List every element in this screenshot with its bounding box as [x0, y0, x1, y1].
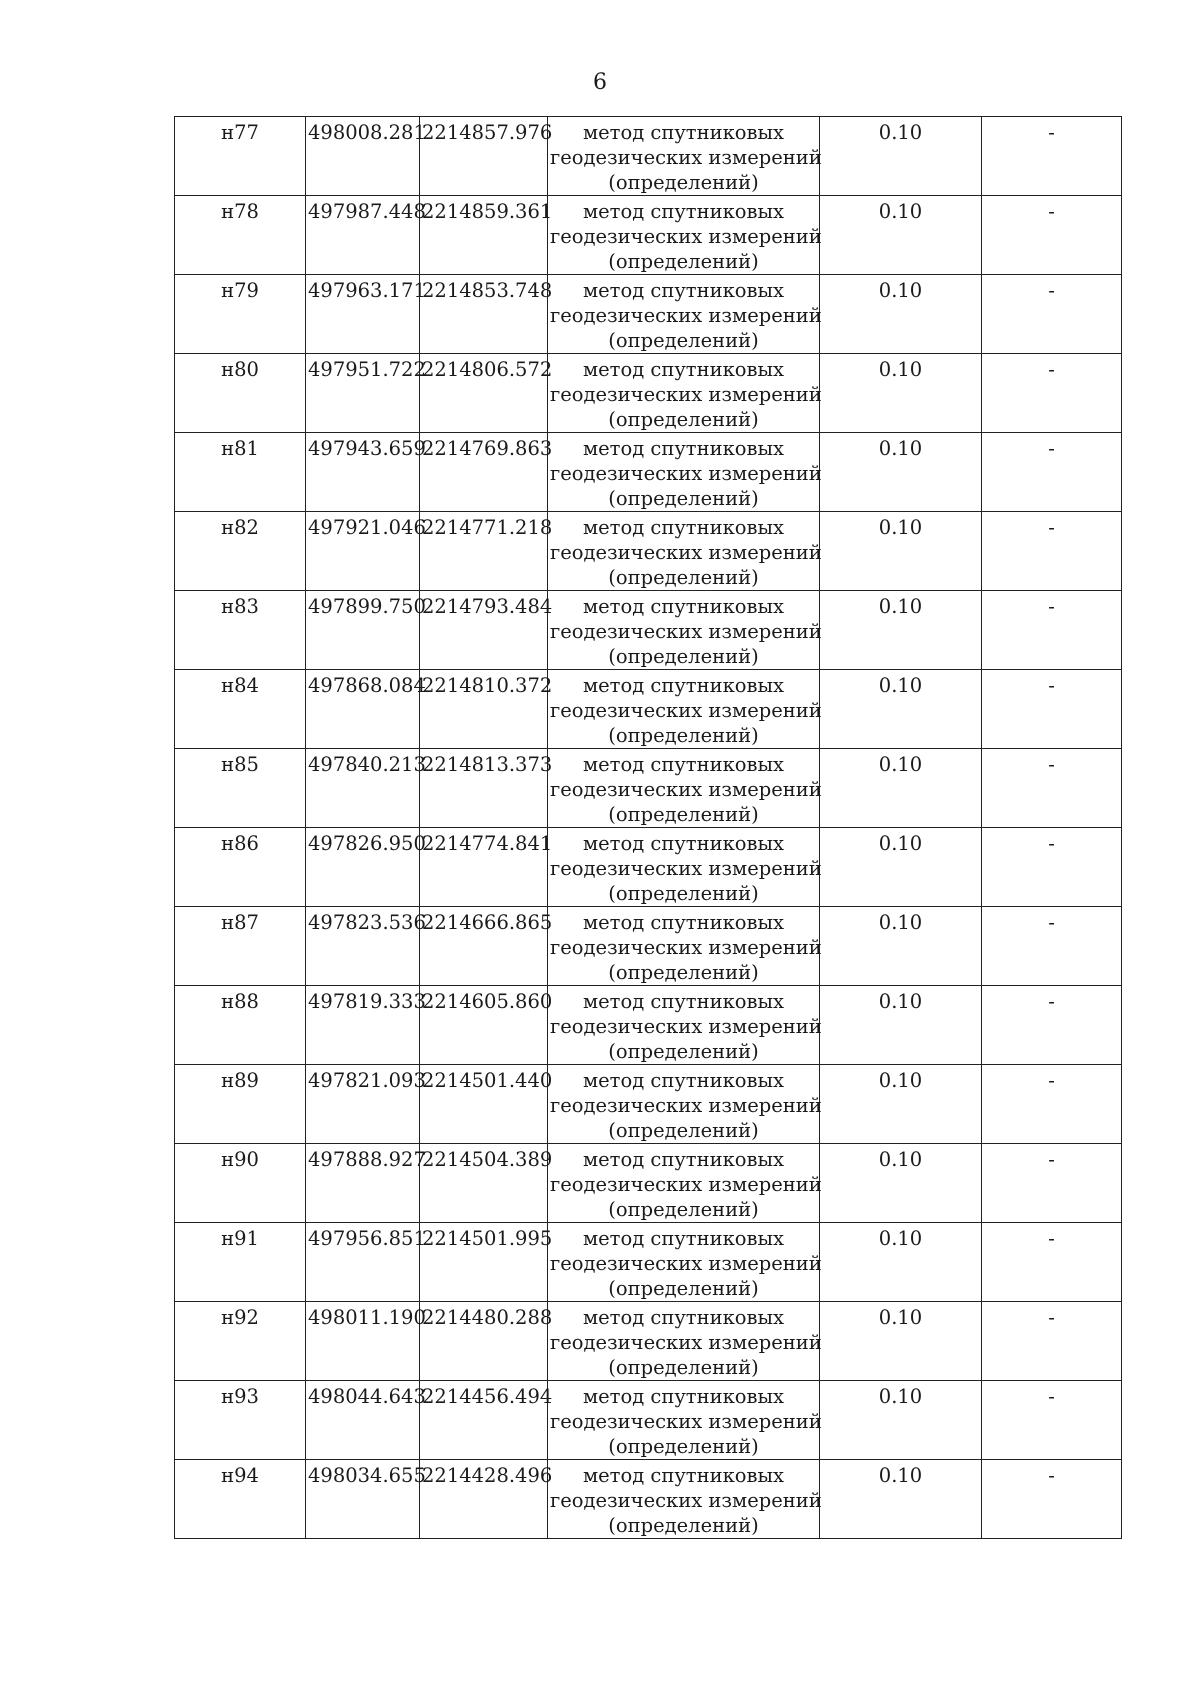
method-text: метод спутниковых: [582, 990, 785, 1013]
point-name-cell: н85: [175, 749, 306, 828]
accuracy-cell: 0.10: [820, 986, 982, 1065]
extra-cell: -: [982, 1302, 1122, 1381]
method-text: метод спутниковых: [582, 1385, 785, 1408]
method-text: (определений): [608, 645, 759, 668]
method-text: (определений): [608, 1514, 759, 1537]
table-row: [175, 907, 1122, 986]
accuracy-cell: 0.10: [820, 828, 982, 907]
x-coordinate-cell: 498044.643: [306, 1381, 420, 1460]
method-text: (определений): [608, 1435, 759, 1458]
y-coordinate-cell: 2214810.372: [420, 670, 548, 749]
method-cell: [548, 591, 820, 670]
x-coordinate-cell: 497826.950: [306, 828, 420, 907]
extra-cell: -: [982, 512, 1122, 591]
method-text: геодезических измерений: [550, 383, 822, 406]
point-name-cell: н83: [175, 591, 306, 670]
table-row: [175, 275, 1122, 354]
method-text: (определений): [608, 803, 759, 826]
x-coordinate-cell: 497943.659: [306, 433, 420, 512]
extra-cell: -: [982, 1460, 1122, 1539]
method-cell: [548, 670, 820, 749]
accuracy-cell: 0.10: [820, 907, 982, 986]
extra-cell: -: [982, 1144, 1122, 1223]
coordinates-table-body: [175, 117, 1122, 1539]
extra-cell: -: [982, 1381, 1122, 1460]
x-coordinate-cell: 497963.171: [306, 275, 420, 354]
y-coordinate-cell: 2214480.288: [420, 1302, 548, 1381]
table-row: [175, 670, 1122, 749]
method-cell: [548, 828, 820, 907]
extra-cell: -: [982, 591, 1122, 670]
method-text: геодезических измерений: [550, 1173, 822, 1196]
method-text: метод спутниковых: [582, 1069, 785, 1092]
table-row: [175, 512, 1122, 591]
method-text: метод спутниковых: [582, 516, 785, 539]
y-coordinate-cell: 2214806.572: [420, 354, 548, 433]
accuracy-cell: 0.10: [820, 1381, 982, 1460]
y-coordinate-cell: 2214605.860: [420, 986, 548, 1065]
method-text: геодезических измерений: [550, 1410, 822, 1433]
accuracy-cell: 0.10: [820, 1460, 982, 1539]
x-coordinate-cell: 498011.190: [306, 1302, 420, 1381]
method-text: метод спутниковых: [582, 911, 785, 934]
method-text: метод спутниковых: [582, 1464, 785, 1487]
x-coordinate-cell: 497888.927: [306, 1144, 420, 1223]
method-text: геодезических измерений: [550, 778, 822, 801]
method-text: метод спутниковых: [582, 279, 785, 302]
table-row: [175, 1065, 1122, 1144]
method-cell: [548, 512, 820, 591]
y-coordinate-cell: 2214428.496: [420, 1460, 548, 1539]
method-cell: [548, 275, 820, 354]
accuracy-cell: 0.10: [820, 1065, 982, 1144]
y-coordinate-cell: 2214666.865: [420, 907, 548, 986]
extra-cell: -: [982, 117, 1122, 196]
method-text: метод спутниковых: [582, 595, 785, 618]
method-cell: [548, 433, 820, 512]
x-coordinate-cell: 497951.722: [306, 354, 420, 433]
method-cell: [548, 1065, 820, 1144]
method-text: (определений): [608, 1119, 759, 1142]
point-name-cell: н78: [175, 196, 306, 275]
point-name-cell: н80: [175, 354, 306, 433]
method-text: (определений): [608, 1356, 759, 1379]
point-name-cell: н86: [175, 828, 306, 907]
x-coordinate-cell: 497921.046: [306, 512, 420, 591]
extra-cell: -: [982, 433, 1122, 512]
y-coordinate-cell: 2214857.976: [420, 117, 548, 196]
table-row: [175, 828, 1122, 907]
method-text: (определений): [608, 1198, 759, 1221]
point-name-cell: н77: [175, 117, 306, 196]
method-text: геодезических измерений: [550, 1015, 822, 1038]
point-name-cell: н81: [175, 433, 306, 512]
y-coordinate-cell: 2214456.494: [420, 1381, 548, 1460]
x-coordinate-cell: 497821.093: [306, 1065, 420, 1144]
method-cell: [548, 1460, 820, 1539]
x-coordinate-cell: 497987.448: [306, 196, 420, 275]
extra-cell: -: [982, 275, 1122, 354]
method-text: геодезических измерений: [550, 146, 822, 169]
method-text: (определений): [608, 329, 759, 352]
table-row: [175, 1302, 1122, 1381]
extra-cell: -: [982, 1223, 1122, 1302]
accuracy-cell: 0.10: [820, 670, 982, 749]
y-coordinate-cell: 2214813.373: [420, 749, 548, 828]
table-row: [175, 117, 1122, 196]
accuracy-cell: 0.10: [820, 749, 982, 828]
y-coordinate-cell: 2214771.218: [420, 512, 548, 591]
x-coordinate-cell: 497868.084: [306, 670, 420, 749]
table-row: [175, 1144, 1122, 1223]
table-row: [175, 354, 1122, 433]
method-text: метод спутниковых: [582, 753, 785, 776]
method-text: (определений): [608, 408, 759, 431]
table-row: [175, 1381, 1122, 1460]
accuracy-cell: 0.10: [820, 1223, 982, 1302]
method-text: (определений): [608, 961, 759, 984]
accuracy-cell: 0.10: [820, 275, 982, 354]
method-text: геодезических измерений: [550, 225, 822, 248]
method-text: геодезических измерений: [550, 1252, 822, 1275]
accuracy-cell: 0.10: [820, 196, 982, 275]
y-coordinate-cell: 2214769.863: [420, 433, 548, 512]
method-cell: [548, 1144, 820, 1223]
extra-cell: -: [982, 196, 1122, 275]
accuracy-cell: 0.10: [820, 1302, 982, 1381]
method-text: метод спутниковых: [582, 358, 785, 381]
method-text: (определений): [608, 724, 759, 747]
method-text: геодезических измерений: [550, 1094, 822, 1117]
y-coordinate-cell: 2214501.440: [420, 1065, 548, 1144]
accuracy-cell: 0.10: [820, 354, 982, 433]
point-name-cell: н89: [175, 1065, 306, 1144]
point-name-cell: н92: [175, 1302, 306, 1381]
method-cell: [548, 196, 820, 275]
coordinates-table: [174, 116, 1122, 1539]
method-text: геодезических измерений: [550, 936, 822, 959]
method-text: (определений): [608, 1040, 759, 1063]
point-name-cell: н94: [175, 1460, 306, 1539]
x-coordinate-cell: 498008.281: [306, 117, 420, 196]
extra-cell: -: [982, 828, 1122, 907]
method-text: (определений): [608, 250, 759, 273]
method-text: геодезических измерений: [550, 304, 822, 327]
y-coordinate-cell: 2214859.361: [420, 196, 548, 275]
point-name-cell: н84: [175, 670, 306, 749]
table-row: [175, 749, 1122, 828]
method-cell: [548, 1381, 820, 1460]
extra-cell: -: [982, 986, 1122, 1065]
method-text: (определений): [608, 1277, 759, 1300]
method-text: геодезических измерений: [550, 1489, 822, 1512]
x-coordinate-cell: 497899.750: [306, 591, 420, 670]
point-name-cell: н82: [175, 512, 306, 591]
method-text: метод спутниковых: [582, 121, 785, 144]
point-name-cell: н87: [175, 907, 306, 986]
table-row: [175, 986, 1122, 1065]
table-row: [175, 591, 1122, 670]
method-text: (определений): [608, 882, 759, 905]
table-row: [175, 1223, 1122, 1302]
x-coordinate-cell: 497956.851: [306, 1223, 420, 1302]
point-name-cell: н93: [175, 1381, 306, 1460]
method-cell: [548, 1223, 820, 1302]
method-cell: [548, 354, 820, 433]
method-cell: [548, 907, 820, 986]
method-text: (определений): [608, 566, 759, 589]
y-coordinate-cell: 2214504.389: [420, 1144, 548, 1223]
x-coordinate-cell: 497819.333: [306, 986, 420, 1065]
table-row: [175, 1460, 1122, 1539]
accuracy-cell: 0.10: [820, 433, 982, 512]
method-cell: [548, 117, 820, 196]
method-text: геодезических измерений: [550, 462, 822, 485]
method-text: метод спутниковых: [582, 1306, 785, 1329]
point-name-cell: н90: [175, 1144, 306, 1223]
x-coordinate-cell: 498034.655: [306, 1460, 420, 1539]
extra-cell: -: [982, 1065, 1122, 1144]
table-row: [175, 196, 1122, 275]
page-number: 6: [593, 70, 607, 95]
method-text: метод спутниковых: [582, 832, 785, 855]
accuracy-cell: 0.10: [820, 512, 982, 591]
x-coordinate-cell: 497823.536: [306, 907, 420, 986]
extra-cell: -: [982, 749, 1122, 828]
extra-cell: -: [982, 670, 1122, 749]
point-name-cell: н88: [175, 986, 306, 1065]
y-coordinate-cell: 2214774.841: [420, 828, 548, 907]
x-coordinate-cell: 497840.213: [306, 749, 420, 828]
accuracy-cell: 0.10: [820, 1144, 982, 1223]
method-text: геодезических измерений: [550, 1331, 822, 1354]
method-text: геодезических измерений: [550, 857, 822, 880]
method-text: (определений): [608, 487, 759, 510]
method-cell: [548, 749, 820, 828]
y-coordinate-cell: 2214853.748: [420, 275, 548, 354]
accuracy-cell: 0.10: [820, 117, 982, 196]
point-name-cell: н79: [175, 275, 306, 354]
method-text: метод спутниковых: [582, 674, 785, 697]
method-text: метод спутниковых: [582, 1148, 785, 1171]
method-text: геодезических измерений: [550, 620, 822, 643]
method-text: геодезических измерений: [550, 699, 822, 722]
method-text: метод спутниковых: [582, 200, 785, 223]
point-name-cell: н91: [175, 1223, 306, 1302]
method-text: метод спутниковых: [582, 1227, 785, 1250]
table-row: [175, 433, 1122, 512]
method-text: (определений): [608, 171, 759, 194]
method-cell: [548, 986, 820, 1065]
extra-cell: -: [982, 907, 1122, 986]
y-coordinate-cell: 2214793.484: [420, 591, 548, 670]
y-coordinate-cell: 2214501.995: [420, 1223, 548, 1302]
method-text: геодезических измерений: [550, 541, 822, 564]
method-cell: [548, 1302, 820, 1381]
accuracy-cell: 0.10: [820, 591, 982, 670]
extra-cell: -: [982, 354, 1122, 433]
method-text: метод спутниковых: [582, 437, 785, 460]
